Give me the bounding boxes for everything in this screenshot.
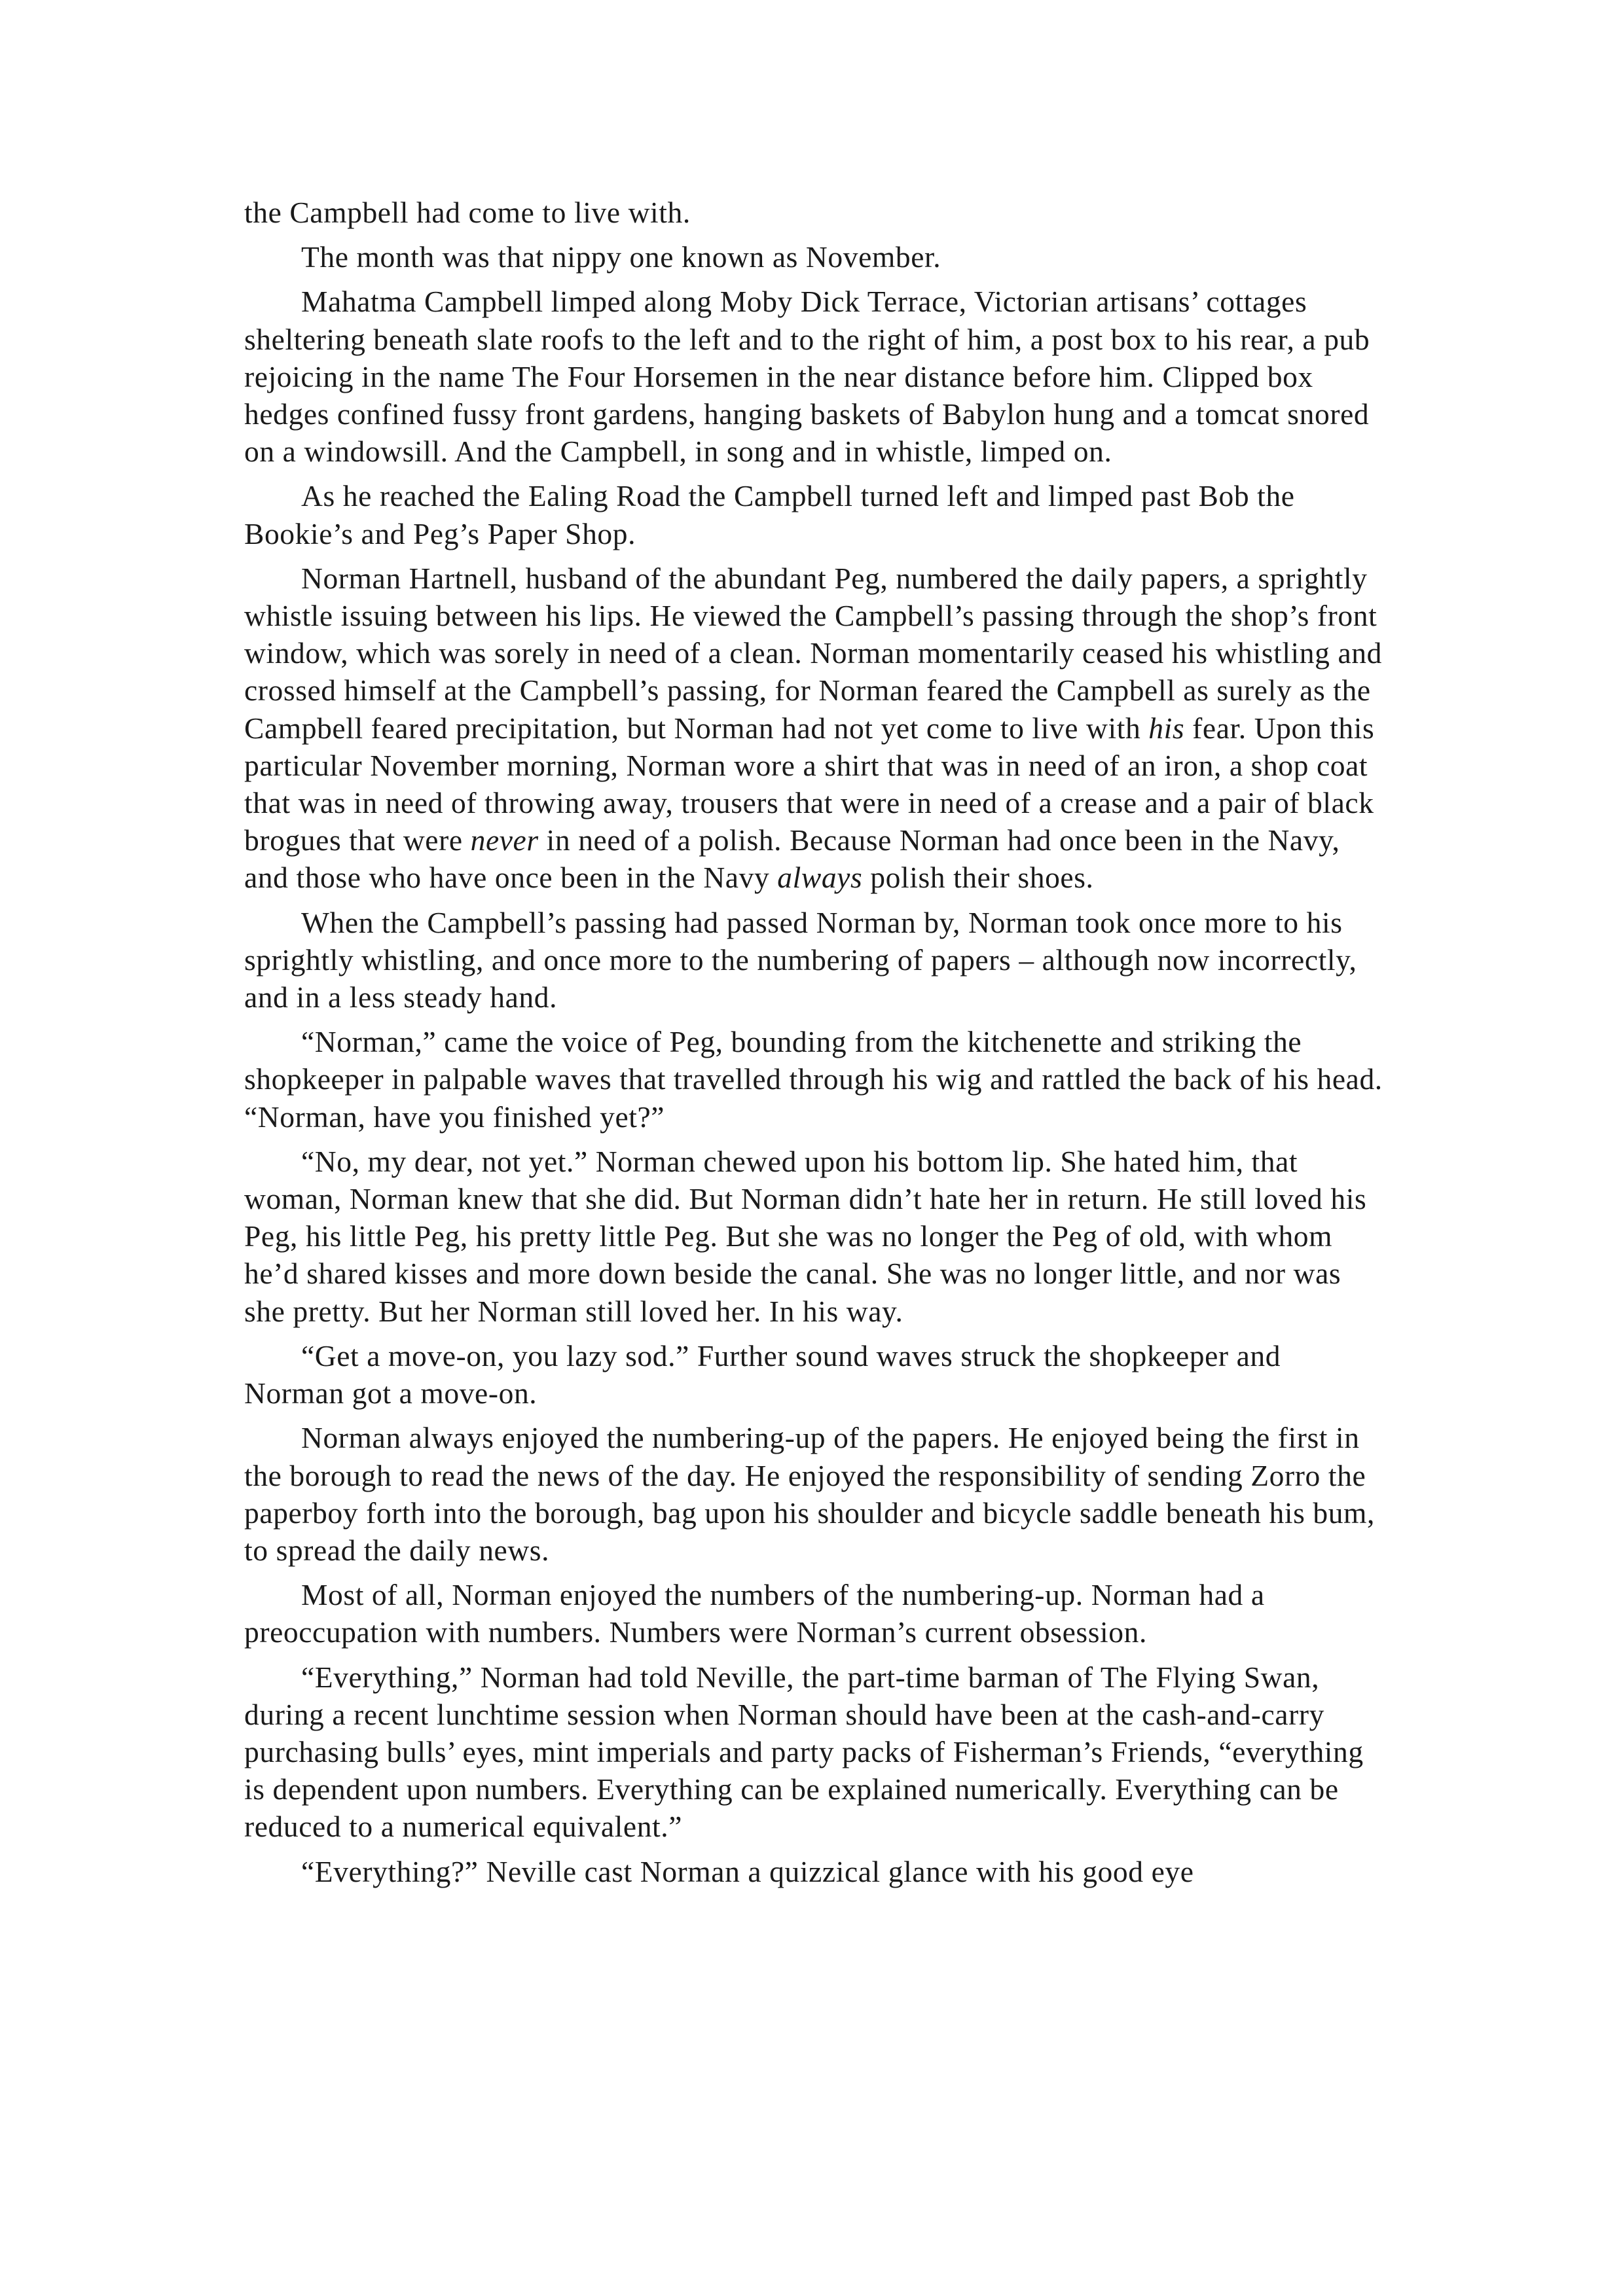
paragraph-10 — [244, 1419, 1383, 1569]
paragraph-7 — [244, 1023, 1383, 1136]
paragraph-text: Norman Hartnell, husband of the abundant Peg, numbered the daily papers, a sprightly whistle issuing between his lips. He viewed the Campbell’s passing through the shop’s front window, which was sorely in need of a clean. Norman momentarily ceased his whistling and crossed himself at the Campbell’s passing, for Norman feared the Campbell as surely as the Campbell feared precipitation, but Norman had not yet come to live with — [244, 561, 1382, 745]
paragraph-text: in need of a polish. Because Norman had once been in the Navy, and those who have once been in the Navy — [244, 823, 1340, 895]
paragraph-text: “Everything?” Neville cast Norman a quizzical glance with his good eye — [301, 1854, 1194, 1888]
paragraph-text: Mahatma Campbell limped along Moby Dick Terrace, Victorian artisans’ cottages sheltering beneath slate roofs to the left and to the right of him, a post box to his rear, a pub rejoicing in the name The Four Horsemen in the near distance before him. Clipped box hedges confined fussy front gardens, hanging baskets of Babylon hung and a tomcat snored on a windowsill. And the Campbell, in song and in whistle, limped on. — [244, 285, 1370, 469]
paragraph-11 — [244, 1576, 1383, 1651]
paragraph-2 — [244, 238, 1383, 276]
paragraph-1 — [244, 194, 1383, 231]
paragraph-4 — [244, 477, 1383, 552]
paragraph-13 — [244, 1853, 1383, 1890]
paragraph-text: As he reached the Ealing Road the Campbell turned left and limped past Bob the Bookie’s and Peg’s Paper Shop. — [244, 479, 1295, 550]
paragraph-text: “No, my dear, not yet.” Norman chewed upon his bottom lip. She hated him, that woman, Norman knew that she did. But Norman didn’t hate her in return. He still loved his Peg, his little Peg, his pretty little Peg. But she was no longer the Peg of old, with whom he’d shared kisses and more down beside the canal. She was no longer little, and nor was she pretty. But her Norman still loved her. In his way. — [244, 1144, 1367, 1328]
paragraph-text: “Everything,” Norman had told Neville, the part-time barman of The Flying Swan, during a recent lunchtime session when Norman should have been at the cash-and-carry purchasing bulls’ eyes, mint imperials and party packs of Fisherman’s Friends, “everything is dependent upon numbers. Everything can be explained numerically. Everything can be reduced to a numerical equivalent.” — [244, 1660, 1364, 1844]
paragraph-9 — [244, 1337, 1383, 1412]
italic-word: his — [1148, 711, 1185, 745]
italic-word: never — [470, 823, 539, 857]
paragraph-text: fear. Upon this particular November morning, Norman wore a shirt that was in need of an iron, a shop coat that was in need of throwing away, trousers that were in need of a crease and a pair of black brogues that were — [244, 711, 1375, 857]
paragraph-text: Most of all, Norman enjoyed the numbers of the numbering-up. Norman had a preoccupation with numbers. Numbers were Norman’s current obsession. — [244, 1578, 1265, 1649]
paragraph-text: the Campbell had come to live with. — [244, 196, 691, 229]
paragraph-5 — [244, 560, 1383, 897]
paragraph-12 — [244, 1659, 1383, 1846]
paragraph-text: “Norman,” came the voice of Peg, bounding from the kitchenette and striking the shopkeeper in palpable waves that travelled through his wig and rattled the back of his head. “Norman, have you finished yet?” — [244, 1025, 1383, 1134]
paragraph-8 — [244, 1143, 1383, 1330]
paragraph-3 — [244, 283, 1383, 470]
italic-word: always — [777, 861, 863, 895]
body-text — [244, 194, 1383, 1897]
paragraph-6 — [244, 904, 1383, 1016]
paragraph-text: When the Campbell’s passing had passed Norman by, Norman took once more to his sprightly whistling, and once more to the numbering of papers – although now incorrectly, and in a less steady hand. — [244, 905, 1357, 1014]
paragraph-text: polish their shoes. — [862, 861, 1094, 895]
paragraph-text: The month was that nippy one known as November. — [301, 240, 941, 274]
paragraph-text: Norman always enjoyed the numbering-up of the papers. He enjoyed being the first in the borough to read the news of the day. He enjoyed the responsibility of sending Zorro the paperboy forth into the borough, bag upon his shoulder and bicycle saddle beneath his bum, to spread the daily news. — [244, 1421, 1376, 1567]
paragraph-text: “Get a move-on, you lazy sod.” Further sound waves struck the shopkeeper and Norman got a move-on. — [244, 1338, 1281, 1410]
